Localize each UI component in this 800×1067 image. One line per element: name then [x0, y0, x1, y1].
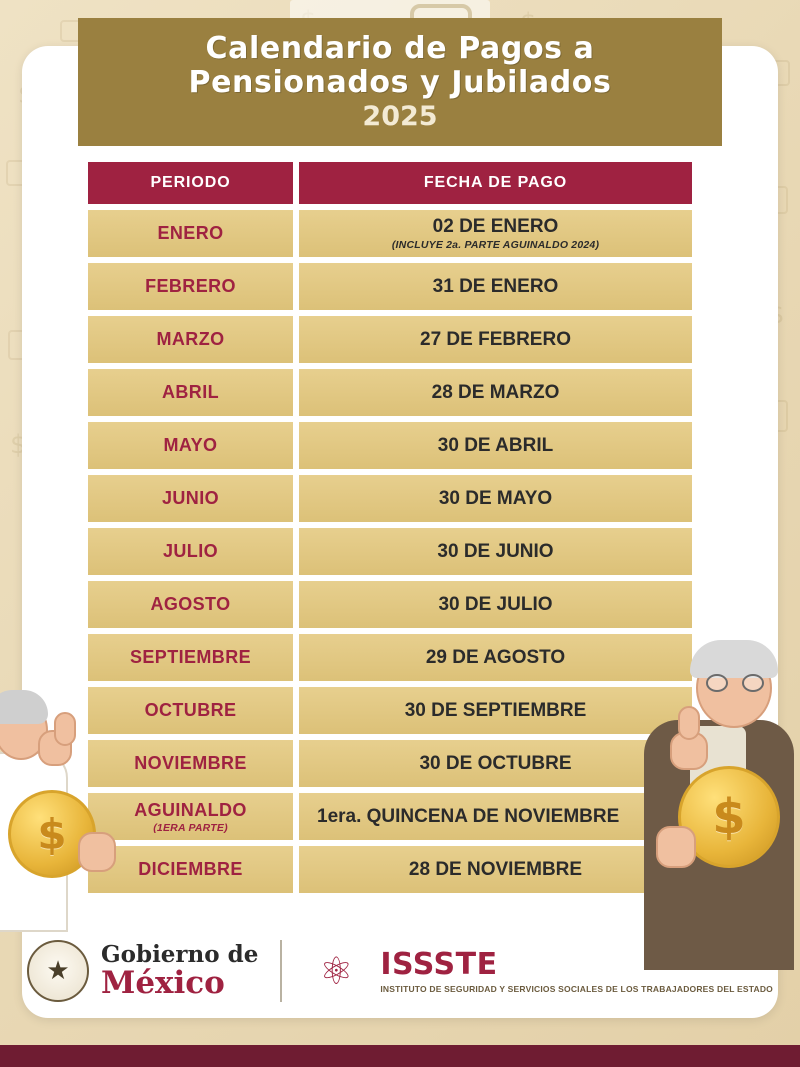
- table-row: [88, 687, 692, 734]
- periodo-label: OCTUBRE: [144, 700, 237, 720]
- fecha-label: 29 DE AGOSTO: [425, 646, 566, 668]
- footer-divider: [280, 940, 282, 1002]
- issste-logo: [304, 939, 773, 1003]
- cell-fecha: [299, 422, 692, 469]
- cell-periodo: [88, 475, 293, 522]
- periodo-label: AGUINALDO: [134, 799, 247, 820]
- periodo-label: MAYO: [163, 435, 218, 455]
- table-row: [88, 528, 692, 575]
- fecha-label: 30 DE MAYO: [438, 487, 553, 509]
- periodo-label: ENERO: [157, 223, 224, 243]
- table-row: [88, 263, 692, 310]
- periodo-label: MARZO: [156, 329, 225, 349]
- cell-periodo: [88, 634, 293, 681]
- cell-periodo: [88, 316, 293, 363]
- table-row: [88, 422, 692, 469]
- table-row: [88, 581, 692, 628]
- table-row: [88, 210, 692, 257]
- fecha-label: 1era. QUINCENA DE NOVIEMBRE: [317, 805, 620, 827]
- table-body: [88, 210, 692, 893]
- periodo-label: DICIEMBRE: [138, 859, 243, 879]
- bottom-accent-bar: [0, 1045, 800, 1067]
- fecha-label: 30 DE SEPTIEMBRE: [404, 699, 587, 721]
- cell-fecha: [299, 475, 692, 522]
- glasses-icon: [706, 674, 764, 692]
- table-row: [88, 634, 692, 681]
- fecha-label: 30 DE OCTUBRE: [419, 752, 572, 774]
- column-header-fecha: FECHA DE PAGO: [299, 162, 692, 204]
- fecha-note: (INCLUYE 2a. PARTE AGUINALDO 2024): [391, 239, 600, 251]
- coin-icon-left: $: [8, 790, 96, 878]
- fecha-label: 28 DE NOVIEMBRE: [408, 858, 583, 880]
- payment-calendar-table: [88, 162, 692, 899]
- fecha-label: 02 DE ENERO: [432, 216, 559, 237]
- cell-fecha: [299, 528, 692, 575]
- periodo-label: JULIO: [162, 541, 218, 561]
- cell-periodo: [88, 369, 293, 416]
- issste-emblem-icon: ⚛: [319, 949, 354, 993]
- title-line-2: Pensionados y Jubilados: [188, 64, 612, 100]
- table-row: [88, 369, 692, 416]
- table-row: [88, 846, 692, 893]
- periodo-label: SEPTIEMBRE: [129, 647, 252, 667]
- cell-periodo: [88, 528, 293, 575]
- table-row: [88, 793, 692, 840]
- periodo-label: ABRIL: [162, 382, 219, 402]
- periodo-label: JUNIO: [161, 488, 219, 508]
- eagle-seal-icon: ★: [27, 940, 89, 1002]
- fecha-label: 31 DE ENERO: [432, 275, 559, 297]
- gobierno-de-mexico-logo: [27, 940, 258, 1002]
- cell-periodo: [88, 210, 293, 257]
- cell-periodo: [88, 581, 293, 628]
- cell-fecha: [299, 369, 692, 416]
- table-row: [88, 740, 692, 787]
- background-pattern: $: [0, 0, 800, 1067]
- cell-fecha: [299, 263, 692, 310]
- issste-name: ISSSTE: [380, 947, 498, 983]
- fecha-label: 30 DE ABRIL: [437, 434, 554, 456]
- coin-icon-right: $: [678, 766, 780, 868]
- cell-fecha: [299, 316, 692, 363]
- fecha-label: 30 DE JULIO: [438, 593, 553, 615]
- footer-logos: [22, 924, 778, 1018]
- periodo-note: (1ERA PARTE): [153, 821, 228, 834]
- issste-subtitle: INSTITUTO DE SEGURIDAD Y SERVICIOS SOCIALES DE LOS TRABAJADORES DEL ESTADO: [380, 984, 773, 995]
- gobierno-line-2: México: [101, 965, 225, 1001]
- periodo-label: NOVIEMBRE: [134, 753, 247, 773]
- cell-periodo: [88, 422, 293, 469]
- fecha-label: 28 DE MARZO: [431, 381, 560, 403]
- periodo-label: AGOSTO: [150, 594, 231, 614]
- table-row: [88, 475, 692, 522]
- column-header-periodo: PERIODO: [88, 162, 293, 204]
- title-year: 2025: [362, 101, 438, 133]
- cell-fecha: [299, 581, 692, 628]
- fecha-label: 27 DE FEBRERO: [420, 328, 571, 350]
- table-header-row: [88, 162, 692, 204]
- poster-title-banner: [78, 18, 722, 146]
- gobierno-line-1: Gobierno de: [101, 941, 259, 968]
- cell-periodo: [88, 263, 293, 310]
- title-line-1: Calendario de Pagos a: [205, 30, 595, 66]
- cell-fecha: [299, 210, 692, 257]
- fecha-label: 30 DE JUNIO: [437, 540, 554, 562]
- elderly-man-illustration: [620, 640, 800, 970]
- table-row: [88, 316, 692, 363]
- periodo-label: FEBRERO: [145, 276, 236, 296]
